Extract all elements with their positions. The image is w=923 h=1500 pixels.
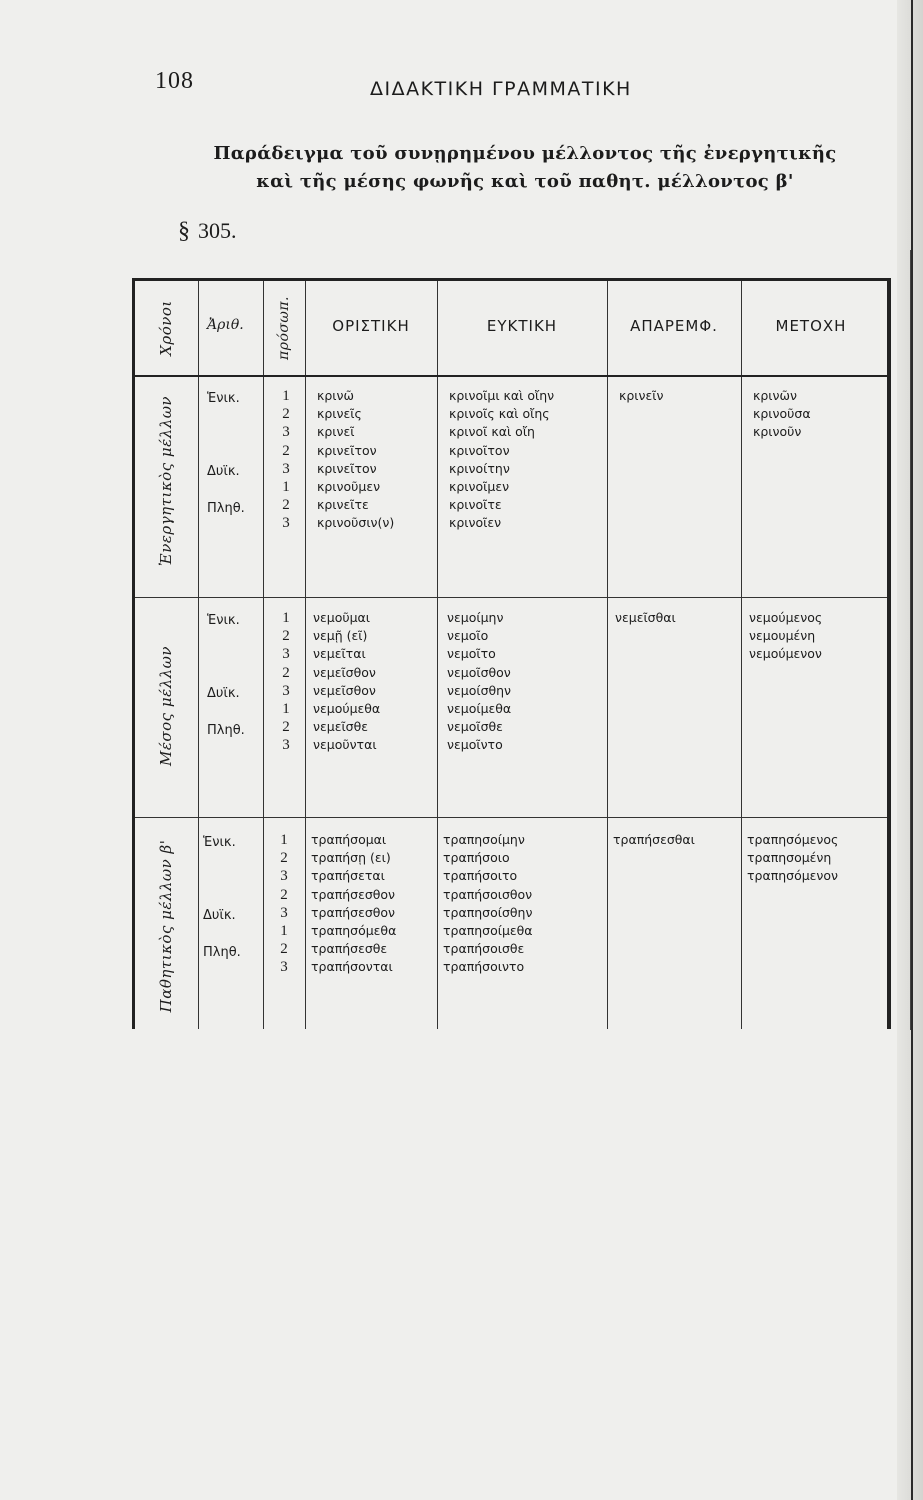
form: κρινοίτην	[449, 460, 510, 476]
number-plural: Πληθ.	[203, 945, 241, 960]
conjugation-table	[132, 278, 891, 1029]
form: νεμούμενον	[749, 646, 822, 662]
form: νεμούμενος	[749, 610, 823, 625]
section-number	[178, 218, 237, 245]
tense-passive-future-b: Παθητικὸς μέλλων β'	[157, 839, 175, 1013]
number-singular: Ἑνικ.	[203, 835, 236, 850]
person-value: 3	[280, 868, 288, 885]
column-rule	[305, 281, 306, 1029]
form: νεμούμεθα	[313, 701, 381, 717]
header-infinitive: ΑΠΑΡΕΜΦ.	[630, 317, 718, 335]
number-dual: Δυϊκ.	[203, 908, 236, 923]
infinitive-form: τραπήσεσθαι	[613, 832, 695, 847]
form: τραπησομένη	[747, 850, 832, 866]
form: τραπησόμεθα	[311, 923, 397, 939]
form: κρινεῖ	[317, 424, 355, 440]
page-number: 108	[155, 68, 194, 94]
column-rule	[263, 281, 264, 1029]
person-value: 2	[280, 850, 288, 867]
section-sign: §	[178, 218, 190, 244]
form: τραπήσεσθον	[311, 886, 396, 902]
form: τραπησοίμεθα	[443, 923, 533, 939]
form: κρινεῖτε	[317, 497, 369, 513]
optative-forms	[443, 831, 533, 977]
indicative-forms	[317, 387, 394, 533]
number-plural: Πληθ.	[207, 501, 245, 516]
group-rule	[135, 817, 887, 818]
person-value: 3	[280, 959, 288, 976]
person-value: 2	[282, 628, 290, 645]
adjacent-page-fragment	[910, 250, 923, 1030]
person-value: 1	[280, 832, 288, 848]
form: τραπησόμενον	[747, 868, 839, 884]
person-column	[271, 387, 301, 533]
number-plural: Πληθ.	[207, 723, 245, 738]
form: τραπήσοιο	[443, 850, 510, 866]
form: κρινεῖτον	[317, 442, 377, 458]
form: νεμεῖται	[313, 646, 366, 662]
person-value: 2	[282, 719, 290, 736]
form: τραπήσῃ (ει)	[311, 850, 391, 866]
number-singular: Ἑνικ.	[207, 613, 240, 628]
form: κρινοῖ καὶ οἴη	[449, 424, 535, 440]
person-value: 3	[282, 682, 290, 699]
participle-forms	[747, 831, 838, 886]
person-value: 3	[280, 904, 288, 921]
person-value: 1	[282, 610, 290, 626]
person-column	[269, 831, 299, 977]
form: τραπησόμενος	[747, 832, 839, 847]
person-value: 1	[282, 701, 290, 718]
person-column	[271, 609, 301, 755]
indicative-forms	[313, 609, 380, 755]
form: τραπήσοιτο	[443, 868, 518, 884]
form: νεμεῖσθον	[313, 664, 376, 680]
caption-line-2: καὶ τῆς μέσης φωνῆς καὶ τοῦ παθητ. μέλλοντος β'	[256, 171, 794, 192]
section-number-value: 305.	[198, 218, 237, 243]
form: νεμεῖσθον	[313, 682, 376, 698]
form: τραπήσεσθε	[311, 941, 388, 957]
form: τραπησοίμην	[443, 832, 525, 847]
running-head: ΔΙΔΑΚΤΙΚΗ ΓΡΑΜΜΑΤΙΚΗ	[370, 78, 632, 100]
form: τραπήσομαι	[311, 832, 387, 847]
form: κρινῶν	[753, 388, 797, 403]
person-value: 3	[282, 737, 290, 754]
form: νεμοίσθην	[447, 682, 512, 698]
form: νεμοῦμαι	[313, 610, 370, 625]
person-value: 1	[280, 923, 288, 940]
header-person: πρόσωπ.	[276, 296, 292, 360]
form: κρινοῖμεν	[449, 479, 510, 495]
header-participle: ΜΕΤΟΧΗ	[775, 317, 847, 335]
number-dual: Δυϊκ.	[207, 686, 240, 701]
form: κρινοῖμι καὶ οἴην	[449, 388, 555, 403]
person-value: 2	[280, 886, 288, 903]
person-value: 2	[282, 497, 290, 514]
form: κρινεῖς	[317, 406, 362, 422]
form: νεμοίμην	[447, 610, 504, 625]
group-rule	[135, 597, 887, 598]
header-optative: ΕΥΚΤΙΚΗ	[486, 317, 558, 335]
caption-line-1: Παράδειγμα τοῦ συνῃρημένου μέλλοντος τῆς ἐνεργητικῆς	[213, 143, 837, 164]
header-rule	[135, 375, 887, 377]
form: κρινοῦμεν	[317, 479, 381, 495]
form: νεμοῖτο	[447, 646, 496, 662]
person-value: 2	[282, 406, 290, 423]
form: κρινοῖς καὶ οἴης	[449, 406, 550, 422]
infinitive-form: κρινεῖν	[619, 388, 664, 403]
column-rule	[437, 281, 438, 1029]
header-tense: Χρόνοι	[157, 300, 175, 356]
form: τραπησοίσθην	[443, 904, 533, 920]
participle-forms	[749, 609, 822, 664]
form: τραπήσονται	[311, 959, 393, 975]
form: νεμοῦνται	[313, 737, 377, 753]
person-value: 2	[280, 941, 288, 958]
form: τραπήσεται	[311, 868, 385, 884]
form: κρινοῖεν	[449, 515, 502, 531]
column-rule	[741, 281, 742, 1029]
optative-forms	[449, 387, 554, 533]
form: τραπήσοισθε	[443, 941, 525, 957]
form: κρινοῦν	[753, 424, 802, 440]
header-number: Ἀριθ.	[207, 317, 244, 333]
form: νεμοῖσθον	[447, 664, 511, 680]
number-dual: Δυϊκ.	[207, 464, 240, 479]
form: κρινοῖτον	[449, 442, 510, 458]
form: κρινοῖτε	[449, 497, 502, 513]
optative-forms	[447, 609, 511, 755]
form: κρινοῦσα	[753, 406, 811, 422]
person-value: 2	[282, 664, 290, 681]
infinitive-form: νεμεῖσθαι	[615, 610, 676, 625]
form: τραπήσοιντο	[443, 959, 525, 975]
form: τραπήσοισθον	[443, 886, 533, 902]
person-value: 3	[282, 646, 290, 663]
column-rule	[607, 281, 608, 1029]
person-value: 1	[282, 388, 290, 404]
person-value: 1	[282, 479, 290, 496]
tense-active-future: Ἐνεργητικὸς μέλλων	[157, 395, 175, 567]
tense-middle-future: Μέσος μέλλων	[157, 645, 175, 767]
form: κρινοῦσιν(ν)	[317, 515, 395, 531]
form: κρινεῖτον	[317, 460, 377, 476]
person-value: 2	[282, 442, 290, 459]
form: τραπήσεσθον	[311, 904, 396, 920]
form: νεμοῖντο	[447, 737, 503, 753]
person-value: 3	[282, 424, 290, 441]
form: νεμῇ (εῖ)	[313, 628, 368, 644]
participle-forms	[753, 387, 811, 442]
form: νεμοῖσθε	[447, 719, 503, 735]
header-indicative: ΟΡΙΣΤΙΚΗ	[332, 317, 410, 335]
form: νεμοίμεθα	[447, 701, 512, 717]
table-caption	[170, 140, 880, 196]
indicative-forms	[311, 831, 396, 977]
form: νεμοῖο	[447, 628, 489, 644]
column-rule	[198, 281, 199, 1029]
person-value: 3	[282, 460, 290, 477]
form: κρινῶ	[317, 388, 354, 403]
form: νεμεῖσθε	[313, 719, 369, 735]
form: νεμουμένη	[749, 628, 816, 644]
number-singular: Ἑνικ.	[207, 391, 240, 406]
person-value: 3	[282, 515, 290, 532]
